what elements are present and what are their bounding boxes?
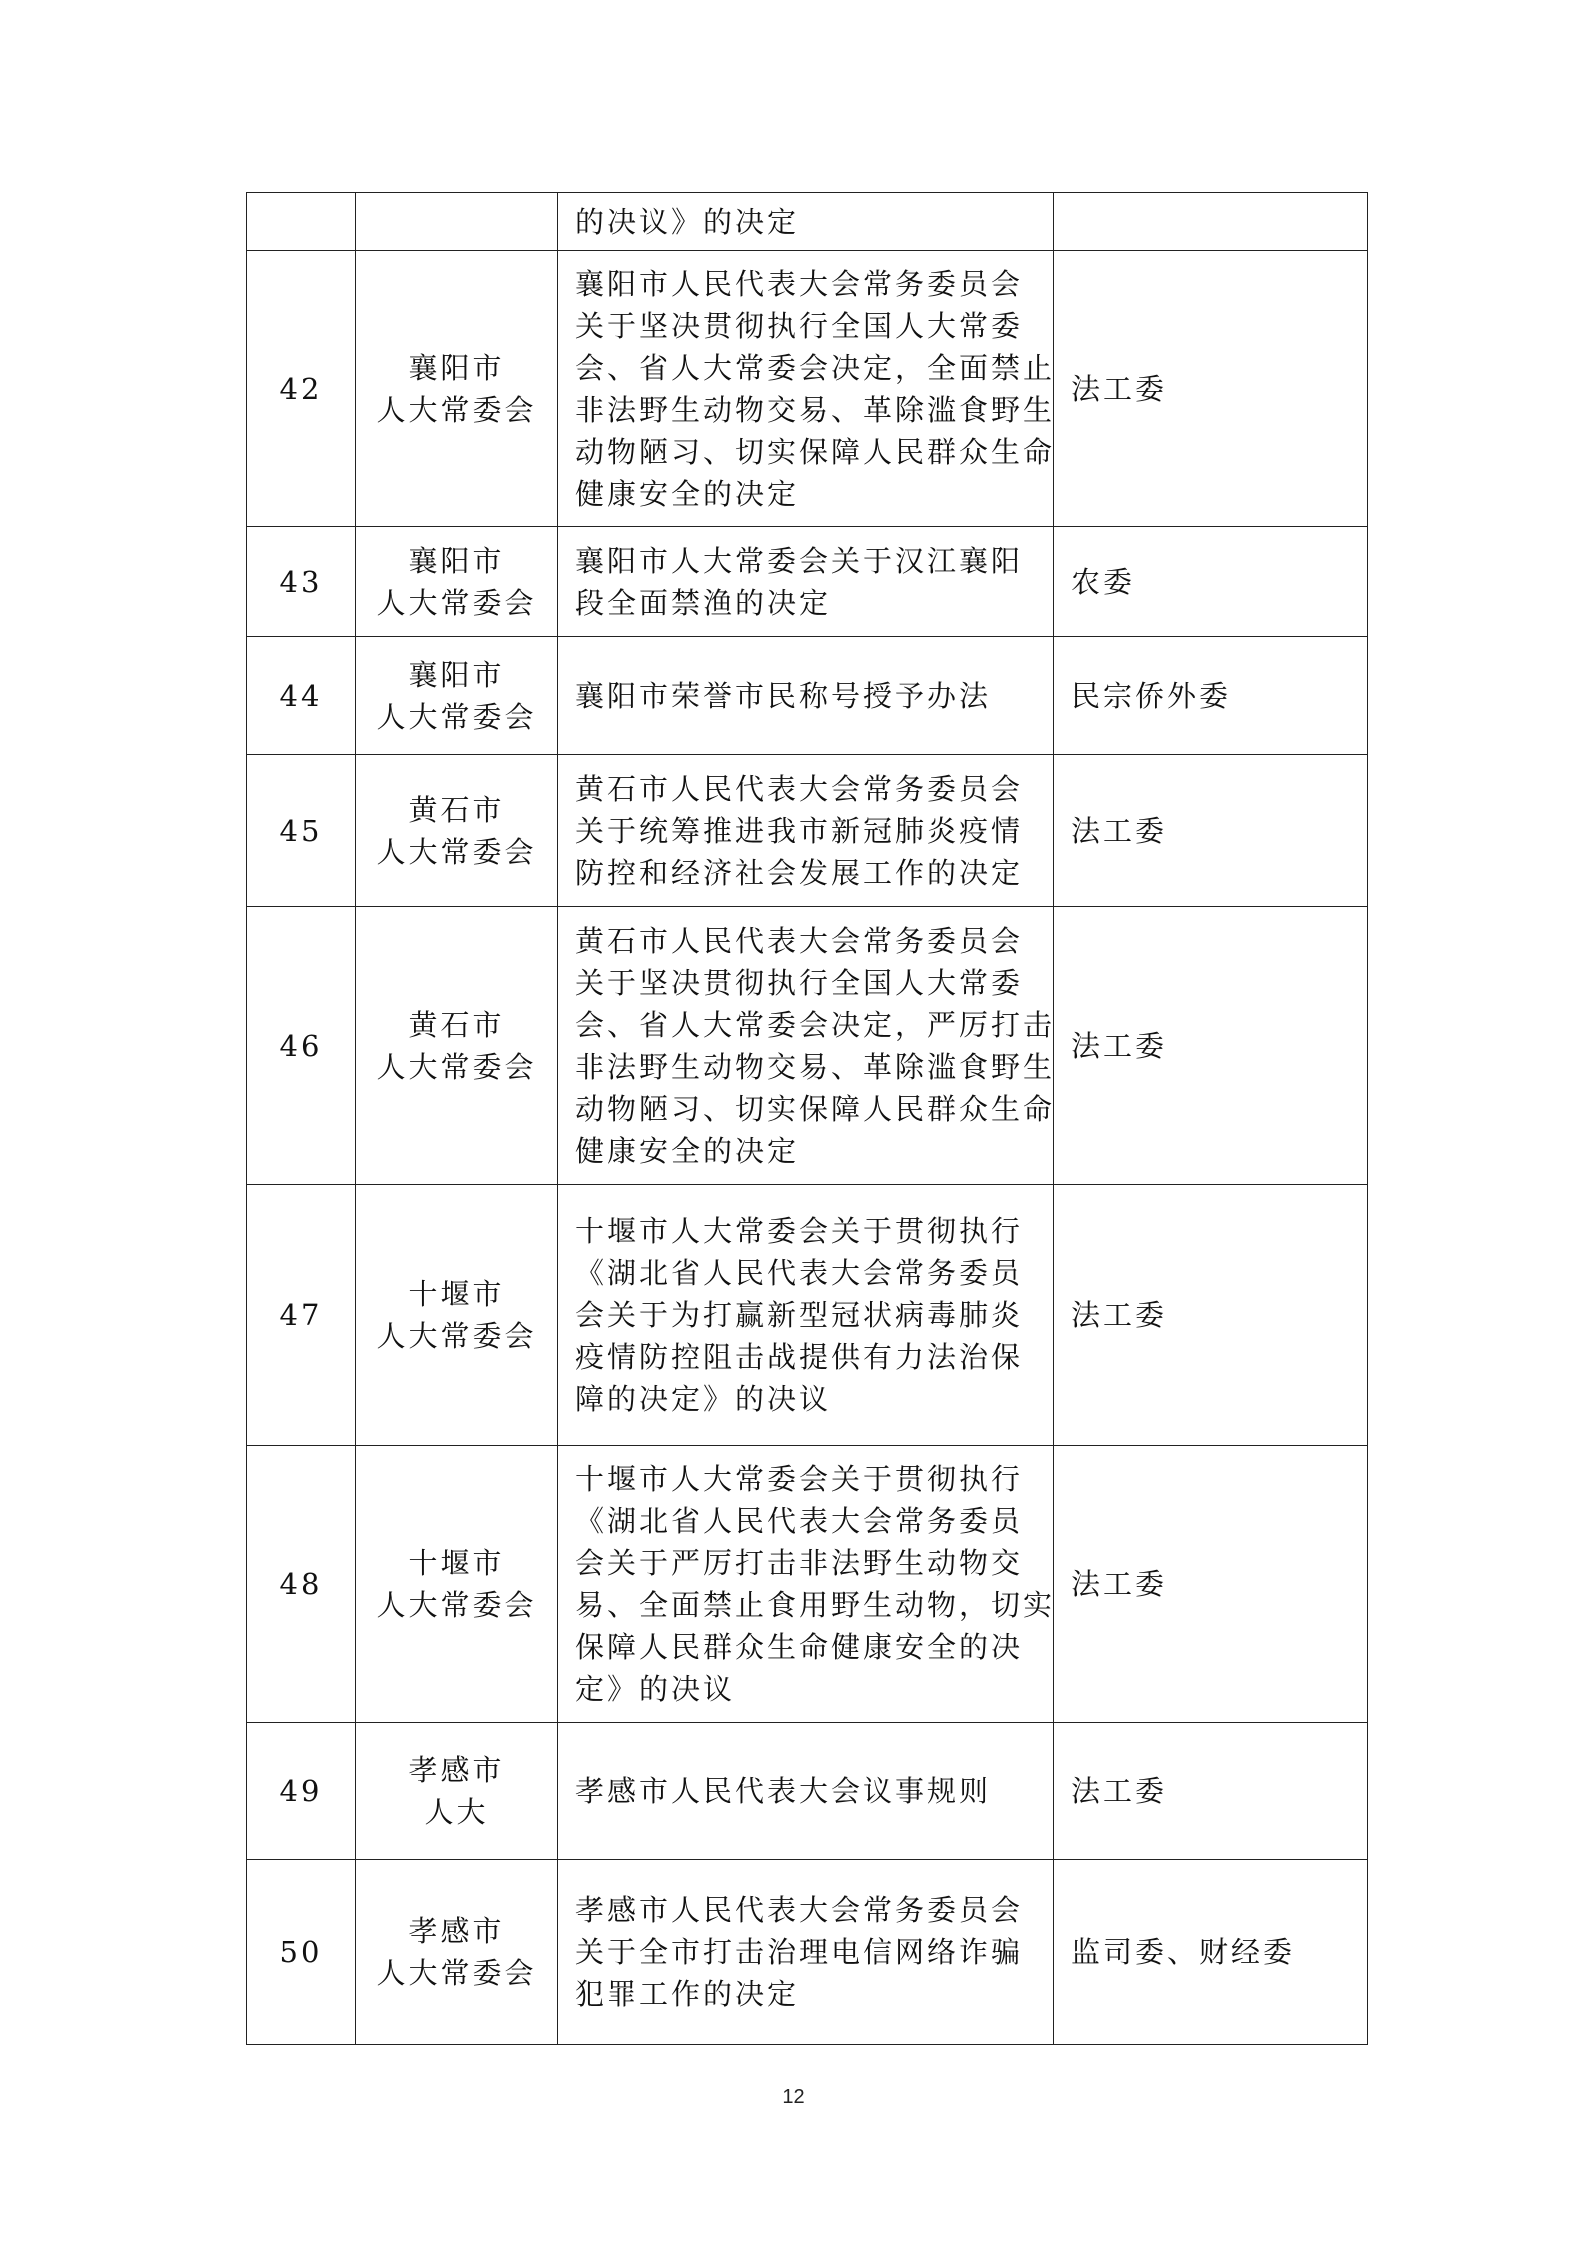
title-line: 防控和经济社会发展工作的决定 <box>575 855 1024 890</box>
responsible-committee: 农委 <box>1054 527 1368 637</box>
responsible-committee: 民宗侨外委 <box>1054 637 1368 755</box>
title-line: 段全面禁渔的决定 <box>575 585 832 620</box>
org-line: 黄石市 <box>408 1007 505 1042</box>
issuing-body <box>356 193 558 251</box>
org-line: 襄阳市 <box>408 543 505 578</box>
title-line: 关于全市打击治理电信网络诈骗 <box>575 1935 1024 1969</box>
document-title <box>558 1860 1054 2045</box>
title-line: 襄阳市人民代表大会常务委员会 <box>575 266 1024 301</box>
org-line: 襄阳市 <box>408 350 505 385</box>
issuing-body <box>356 755 558 907</box>
title-line: 非法野生动物交易、革除滥食野生 <box>575 1049 1056 1084</box>
regulations-table <box>246 192 1368 2045</box>
document-title <box>558 193 1054 251</box>
title-line: 《湖北省人民代表大会常务委员 <box>575 1256 1024 1290</box>
title-line: 动物陋习、切实保障人民群众生命 <box>575 434 1056 469</box>
org-line: 人大常委会 <box>376 1956 537 1990</box>
row-number: 42 <box>247 251 356 527</box>
title-line: 关于坚决贯彻执行全国人大常委 <box>575 308 1024 343</box>
table-row <box>247 755 1368 907</box>
table-row <box>247 1446 1368 1723</box>
title-line: 襄阳市荣誉市民称号授予办法 <box>575 678 992 713</box>
title-line: 易、全面禁止食用野生动物，切实 <box>575 1588 1056 1622</box>
title-line: 关于统筹推进我市新冠肺炎疫情 <box>575 813 1024 848</box>
document-title <box>558 637 1054 755</box>
page-number: 12 <box>782 2086 805 2108</box>
org-line: 人大常委会 <box>376 1049 537 1084</box>
responsible-committee: 法工委 <box>1054 1723 1368 1860</box>
title-line: 十堰市人大常委会关于贯彻执行 <box>575 1214 1024 1248</box>
responsible-committee: 监司委、财经委 <box>1054 1860 1368 2045</box>
title-line: 保障人民群众生命健康安全的决 <box>575 1630 1024 1664</box>
table-row <box>247 637 1368 755</box>
title-line: 会、省人大常委会决定，全面禁止 <box>575 350 1056 385</box>
document-title <box>558 527 1054 637</box>
org-line: 孝感市 <box>408 1753 505 1787</box>
row-number: 47 <box>247 1185 356 1446</box>
title-line: 会关于严厉打击非法野生动物交 <box>575 1546 1024 1580</box>
org-line: 人大常委会 <box>376 585 537 620</box>
org-line: 人大常委会 <box>376 699 537 734</box>
row-number: 48 <box>247 1446 356 1723</box>
issuing-body <box>356 637 558 755</box>
responsible-committee: 法工委 <box>1054 251 1368 527</box>
issuing-body <box>356 251 558 527</box>
title-line: 会关于为打赢新型冠状病毒肺炎 <box>575 1298 1024 1332</box>
row-number: 44 <box>247 637 356 755</box>
table-body <box>247 193 1368 2045</box>
issuing-body <box>356 1446 558 1723</box>
title-line: 十堰市人大常委会关于贯彻执行 <box>575 1462 1024 1496</box>
title-line: 障的决定》的决议 <box>575 1382 832 1416</box>
title-line: 《湖北省人民代表大会常务委员 <box>575 1504 1024 1538</box>
title-line: 非法野生动物交易、革除滥食野生 <box>575 392 1056 427</box>
org-line: 人大 <box>424 1795 489 1829</box>
table-row <box>247 1860 1368 2045</box>
table-row <box>247 527 1368 637</box>
title-line: 定》的决议 <box>575 1672 736 1706</box>
document-title <box>558 907 1054 1185</box>
table-row <box>247 251 1368 527</box>
org-line: 人大常委会 <box>376 1319 537 1353</box>
title-line: 动物陋习、切实保障人民群众生命 <box>575 1091 1056 1126</box>
org-line: 人大常委会 <box>376 392 537 427</box>
org-line: 十堰市 <box>408 1546 505 1580</box>
title-line: 孝感市人民代表大会常务委员会 <box>575 1893 1024 1927</box>
document-title <box>558 1446 1054 1723</box>
title-line: 的决议》的决定 <box>575 204 800 239</box>
title-line: 黄石市人民代表大会常务委员会 <box>575 923 1024 958</box>
responsible-committee: 法工委 <box>1054 1185 1368 1446</box>
document-title <box>558 755 1054 907</box>
table-row <box>247 193 1368 251</box>
responsible-committee: 法工委 <box>1054 907 1368 1185</box>
issuing-body <box>356 907 558 1185</box>
issuing-body <box>356 1723 558 1860</box>
row-number: 46 <box>247 907 356 1185</box>
org-line: 孝感市 <box>408 1914 505 1948</box>
responsible-committee: 法工委 <box>1054 1446 1368 1723</box>
title-line: 疫情防控阻击战提供有力法治保 <box>575 1340 1024 1374</box>
title-line: 健康安全的决定 <box>575 1133 800 1168</box>
row-number: 50 <box>247 1860 356 2045</box>
issuing-body <box>356 1185 558 1446</box>
row-number: 49 <box>247 1723 356 1860</box>
org-line: 人大常委会 <box>376 1588 537 1622</box>
title-line: 健康安全的决定 <box>575 476 800 511</box>
table-row <box>247 907 1368 1185</box>
document-title <box>558 1185 1054 1446</box>
issuing-body <box>356 1860 558 2045</box>
responsible-committee: 法工委 <box>1054 755 1368 907</box>
document-title <box>558 251 1054 527</box>
org-line: 十堰市 <box>408 1277 505 1311</box>
responsible-committee <box>1054 193 1368 251</box>
document-title <box>558 1723 1054 1860</box>
row-number <box>247 193 356 251</box>
org-line: 黄石市 <box>408 792 505 827</box>
table-row <box>247 1723 1368 1860</box>
title-line: 孝感市人民代表大会议事规则 <box>575 1774 992 1808</box>
org-line: 人大常委会 <box>376 834 537 869</box>
issuing-body <box>356 527 558 637</box>
title-line: 关于坚决贯彻执行全国人大常委 <box>575 965 1024 1000</box>
row-number: 43 <box>247 527 356 637</box>
row-number: 45 <box>247 755 356 907</box>
org-line: 襄阳市 <box>408 657 505 692</box>
table-row <box>247 1185 1368 1446</box>
title-line: 襄阳市人大常委会关于汉江襄阳 <box>575 543 1024 578</box>
title-line: 会、省人大常委会决定，严厉打击 <box>575 1007 1056 1042</box>
title-line: 犯罪工作的决定 <box>575 1977 800 2011</box>
title-line: 黄石市人民代表大会常务委员会 <box>575 771 1024 806</box>
